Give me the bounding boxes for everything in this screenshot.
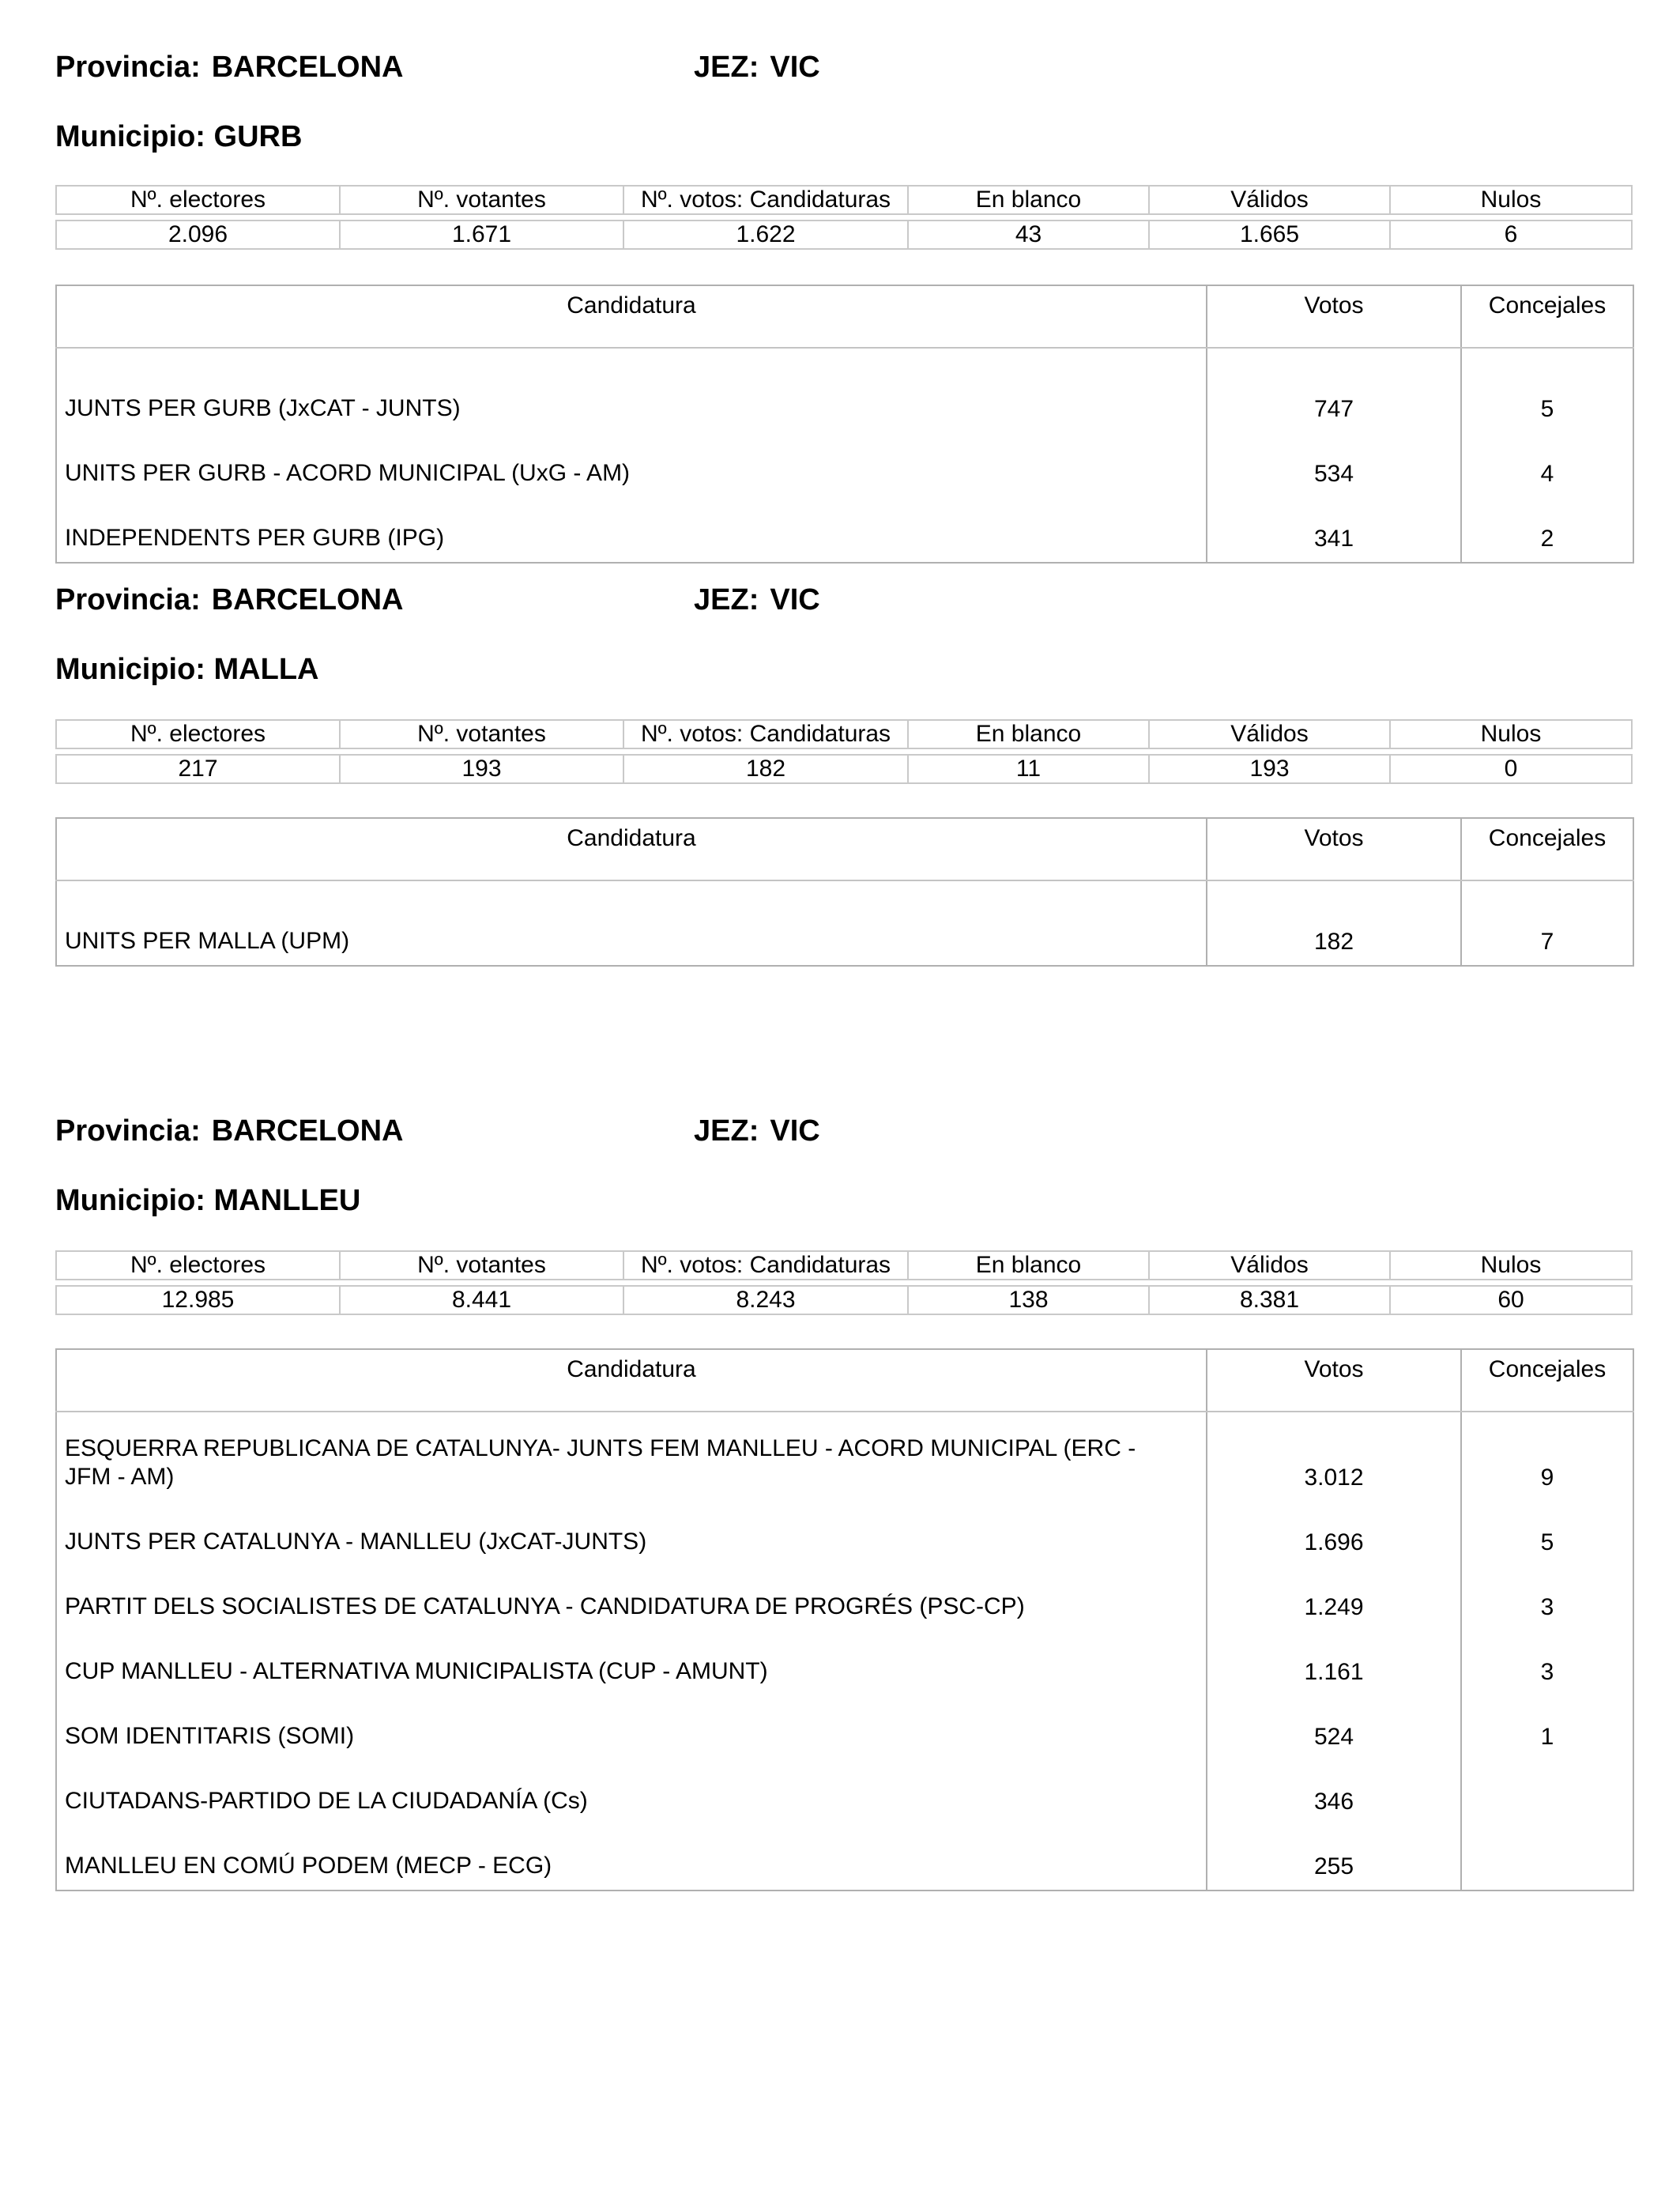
electores-value: 217 <box>56 755 340 783</box>
concejales-value: 5 <box>1461 1501 1633 1566</box>
votos-value: 1.696 <box>1207 1501 1461 1566</box>
votos-candidaturas-value: 8.243 <box>623 1286 908 1314</box>
nulos-label: Nulos <box>1390 720 1632 748</box>
electores-value: 12.985 <box>56 1286 340 1314</box>
votos-header: Votos <box>1207 818 1461 880</box>
summary-header-row <box>56 1251 1632 1280</box>
candidatura-name: PARTIT DELS SOCIALISTES DE CATALUNYA - CANDIDATURA DE PROGRÉS (PSC-CP) <box>56 1566 1207 1630</box>
votos-value: 3.012 <box>1207 1412 1461 1501</box>
concejales-value: 3 <box>1461 1630 1633 1695</box>
table-row <box>56 1825 1633 1891</box>
electores-value: 2.096 <box>56 221 340 249</box>
table-row <box>56 1566 1633 1630</box>
candidatura-name: UNITS PER GURB - ACORD MUNICIPAL (UxG - AM) <box>56 432 1207 497</box>
votos-value: 341 <box>1207 497 1461 563</box>
en-blanco-label: En blanco <box>908 720 1149 748</box>
provincia-heading: Provincia: BARCELONA <box>55 51 404 84</box>
candidaturas-header-row <box>56 818 1633 880</box>
candidatura-name: JUNTS PER CATALUNYA - MANLLEU (JxCAT-JUNTS) <box>56 1501 1207 1566</box>
summary-table <box>55 719 1633 784</box>
candidatura-header: Candidatura <box>56 818 1207 880</box>
en-blanco-value: 43 <box>908 221 1149 249</box>
votos-candidaturas-label: Nº. votos: Candidaturas <box>623 720 908 748</box>
concejales-header: Concejales <box>1461 285 1633 348</box>
summary-value-row <box>56 755 1632 783</box>
summary-value-row <box>56 221 1632 249</box>
table-row <box>56 497 1633 563</box>
table-row <box>56 1630 1633 1695</box>
en-blanco-label: En blanco <box>908 1251 1149 1280</box>
votos-value: 524 <box>1207 1695 1461 1760</box>
jez-heading: JEZ: VIC <box>694 51 820 84</box>
votos-candidaturas-label: Nº. votos: Candidaturas <box>623 186 908 214</box>
summary-table <box>55 1250 1633 1315</box>
municipio-heading: Municipio: MALLA <box>55 653 319 686</box>
nulos-label: Nulos <box>1390 1251 1632 1280</box>
concejales-header: Concejales <box>1461 1349 1633 1412</box>
candidatura-name: CUP MANLLEU - ALTERNATIVA MUNICIPALISTA (CUP - AMUNT) <box>56 1630 1207 1695</box>
votos-value: 255 <box>1207 1825 1461 1891</box>
summary-value-row <box>56 1286 1632 1314</box>
votos-value: 346 <box>1207 1760 1461 1825</box>
votos-value: 1.249 <box>1207 1566 1461 1630</box>
validos-value: 8.381 <box>1149 1286 1390 1314</box>
candidatura-name: UNITS PER MALLA (UPM) <box>56 880 1207 966</box>
validos-label: Válidos <box>1149 186 1390 214</box>
en-blanco-value: 138 <box>908 1286 1149 1314</box>
validos-label: Válidos <box>1149 1251 1390 1280</box>
candidaturas-table <box>55 285 1634 564</box>
nulos-value: 0 <box>1390 755 1632 783</box>
concejales-value: 2 <box>1461 497 1633 563</box>
candidaturas-table <box>55 1348 1634 1891</box>
candidaturas-table <box>55 817 1634 967</box>
concejales-value <box>1461 1825 1633 1891</box>
electores-label: Nº. electores <box>56 1251 340 1280</box>
concejales-value: 5 <box>1461 348 1633 432</box>
municipio-heading: Municipio: MANLLEU <box>55 1184 361 1217</box>
concejales-value <box>1461 1760 1633 1825</box>
concejales-value: 3 <box>1461 1566 1633 1630</box>
summary-header-row <box>56 186 1632 214</box>
candidatura-header: Candidatura <box>56 1349 1207 1412</box>
table-row <box>56 1501 1633 1566</box>
votos-header: Votos <box>1207 1349 1461 1412</box>
electores-label: Nº. electores <box>56 186 340 214</box>
table-row <box>56 1412 1633 1501</box>
summary-header-row <box>56 720 1632 748</box>
votos-candidaturas-label: Nº. votos: Candidaturas <box>623 1251 908 1280</box>
jez-heading: JEZ: VIC <box>694 1114 820 1148</box>
candidatura-name: JUNTS PER GURB (JxCAT - JUNTS) <box>56 348 1207 432</box>
nulos-value: 6 <box>1390 221 1632 249</box>
candidatura-name: SOM IDENTITARIS (SOMI) <box>56 1695 1207 1760</box>
concejales-header: Concejales <box>1461 818 1633 880</box>
jez-heading: JEZ: VIC <box>694 583 820 616</box>
votos-candidaturas-value: 182 <box>623 755 908 783</box>
nulos-label: Nulos <box>1390 186 1632 214</box>
validos-value: 1.665 <box>1149 221 1390 249</box>
concejales-value: 4 <box>1461 432 1633 497</box>
votantes-label: Nº. votantes <box>340 186 623 214</box>
summary-table <box>55 185 1633 250</box>
candidatura-name: INDEPENDENTS PER GURB (IPG) <box>56 497 1207 563</box>
table-row <box>56 880 1633 966</box>
candidatura-name: CIUTADANS-PARTIDO DE LA CIUDADANÍA (Cs) <box>56 1760 1207 1825</box>
municipio-heading: Municipio: GURB <box>55 120 303 153</box>
en-blanco-value: 11 <box>908 755 1149 783</box>
votos-value: 534 <box>1207 432 1461 497</box>
votantes-value: 8.441 <box>340 1286 623 1314</box>
candidaturas-header-row <box>56 285 1633 348</box>
candidatura-header: Candidatura <box>56 285 1207 348</box>
provincia-heading: Provincia: BARCELONA <box>55 583 404 616</box>
candidatura-name: ESQUERRA REPUBLICANA DE CATALUNYA- JUNTS FEM MANLLEU - ACORD MUNICIPAL (ERC - JFM - AM) <box>56 1412 1207 1501</box>
table-row <box>56 348 1633 432</box>
votos-value: 747 <box>1207 348 1461 432</box>
votos-candidaturas-value: 1.622 <box>623 221 908 249</box>
provincia-heading: Provincia: BARCELONA <box>55 1114 404 1148</box>
validos-label: Válidos <box>1149 720 1390 748</box>
validos-value: 193 <box>1149 755 1390 783</box>
concejales-value: 7 <box>1461 880 1633 966</box>
en-blanco-label: En blanco <box>908 186 1149 214</box>
votos-header: Votos <box>1207 285 1461 348</box>
votantes-value: 193 <box>340 755 623 783</box>
electores-label: Nº. electores <box>56 720 340 748</box>
concejales-value: 1 <box>1461 1695 1633 1760</box>
candidaturas-header-row <box>56 1349 1633 1412</box>
votantes-label: Nº. votantes <box>340 1251 623 1280</box>
table-row <box>56 432 1633 497</box>
table-row <box>56 1760 1633 1825</box>
votos-value: 1.161 <box>1207 1630 1461 1695</box>
votantes-value: 1.671 <box>340 221 623 249</box>
table-row <box>56 1695 1633 1760</box>
votantes-label: Nº. votantes <box>340 720 623 748</box>
votos-value: 182 <box>1207 880 1461 966</box>
concejales-value: 9 <box>1461 1412 1633 1501</box>
nulos-value: 60 <box>1390 1286 1632 1314</box>
candidatura-name: MANLLEU EN COMÚ PODEM (MECP - ECG) <box>56 1825 1207 1891</box>
